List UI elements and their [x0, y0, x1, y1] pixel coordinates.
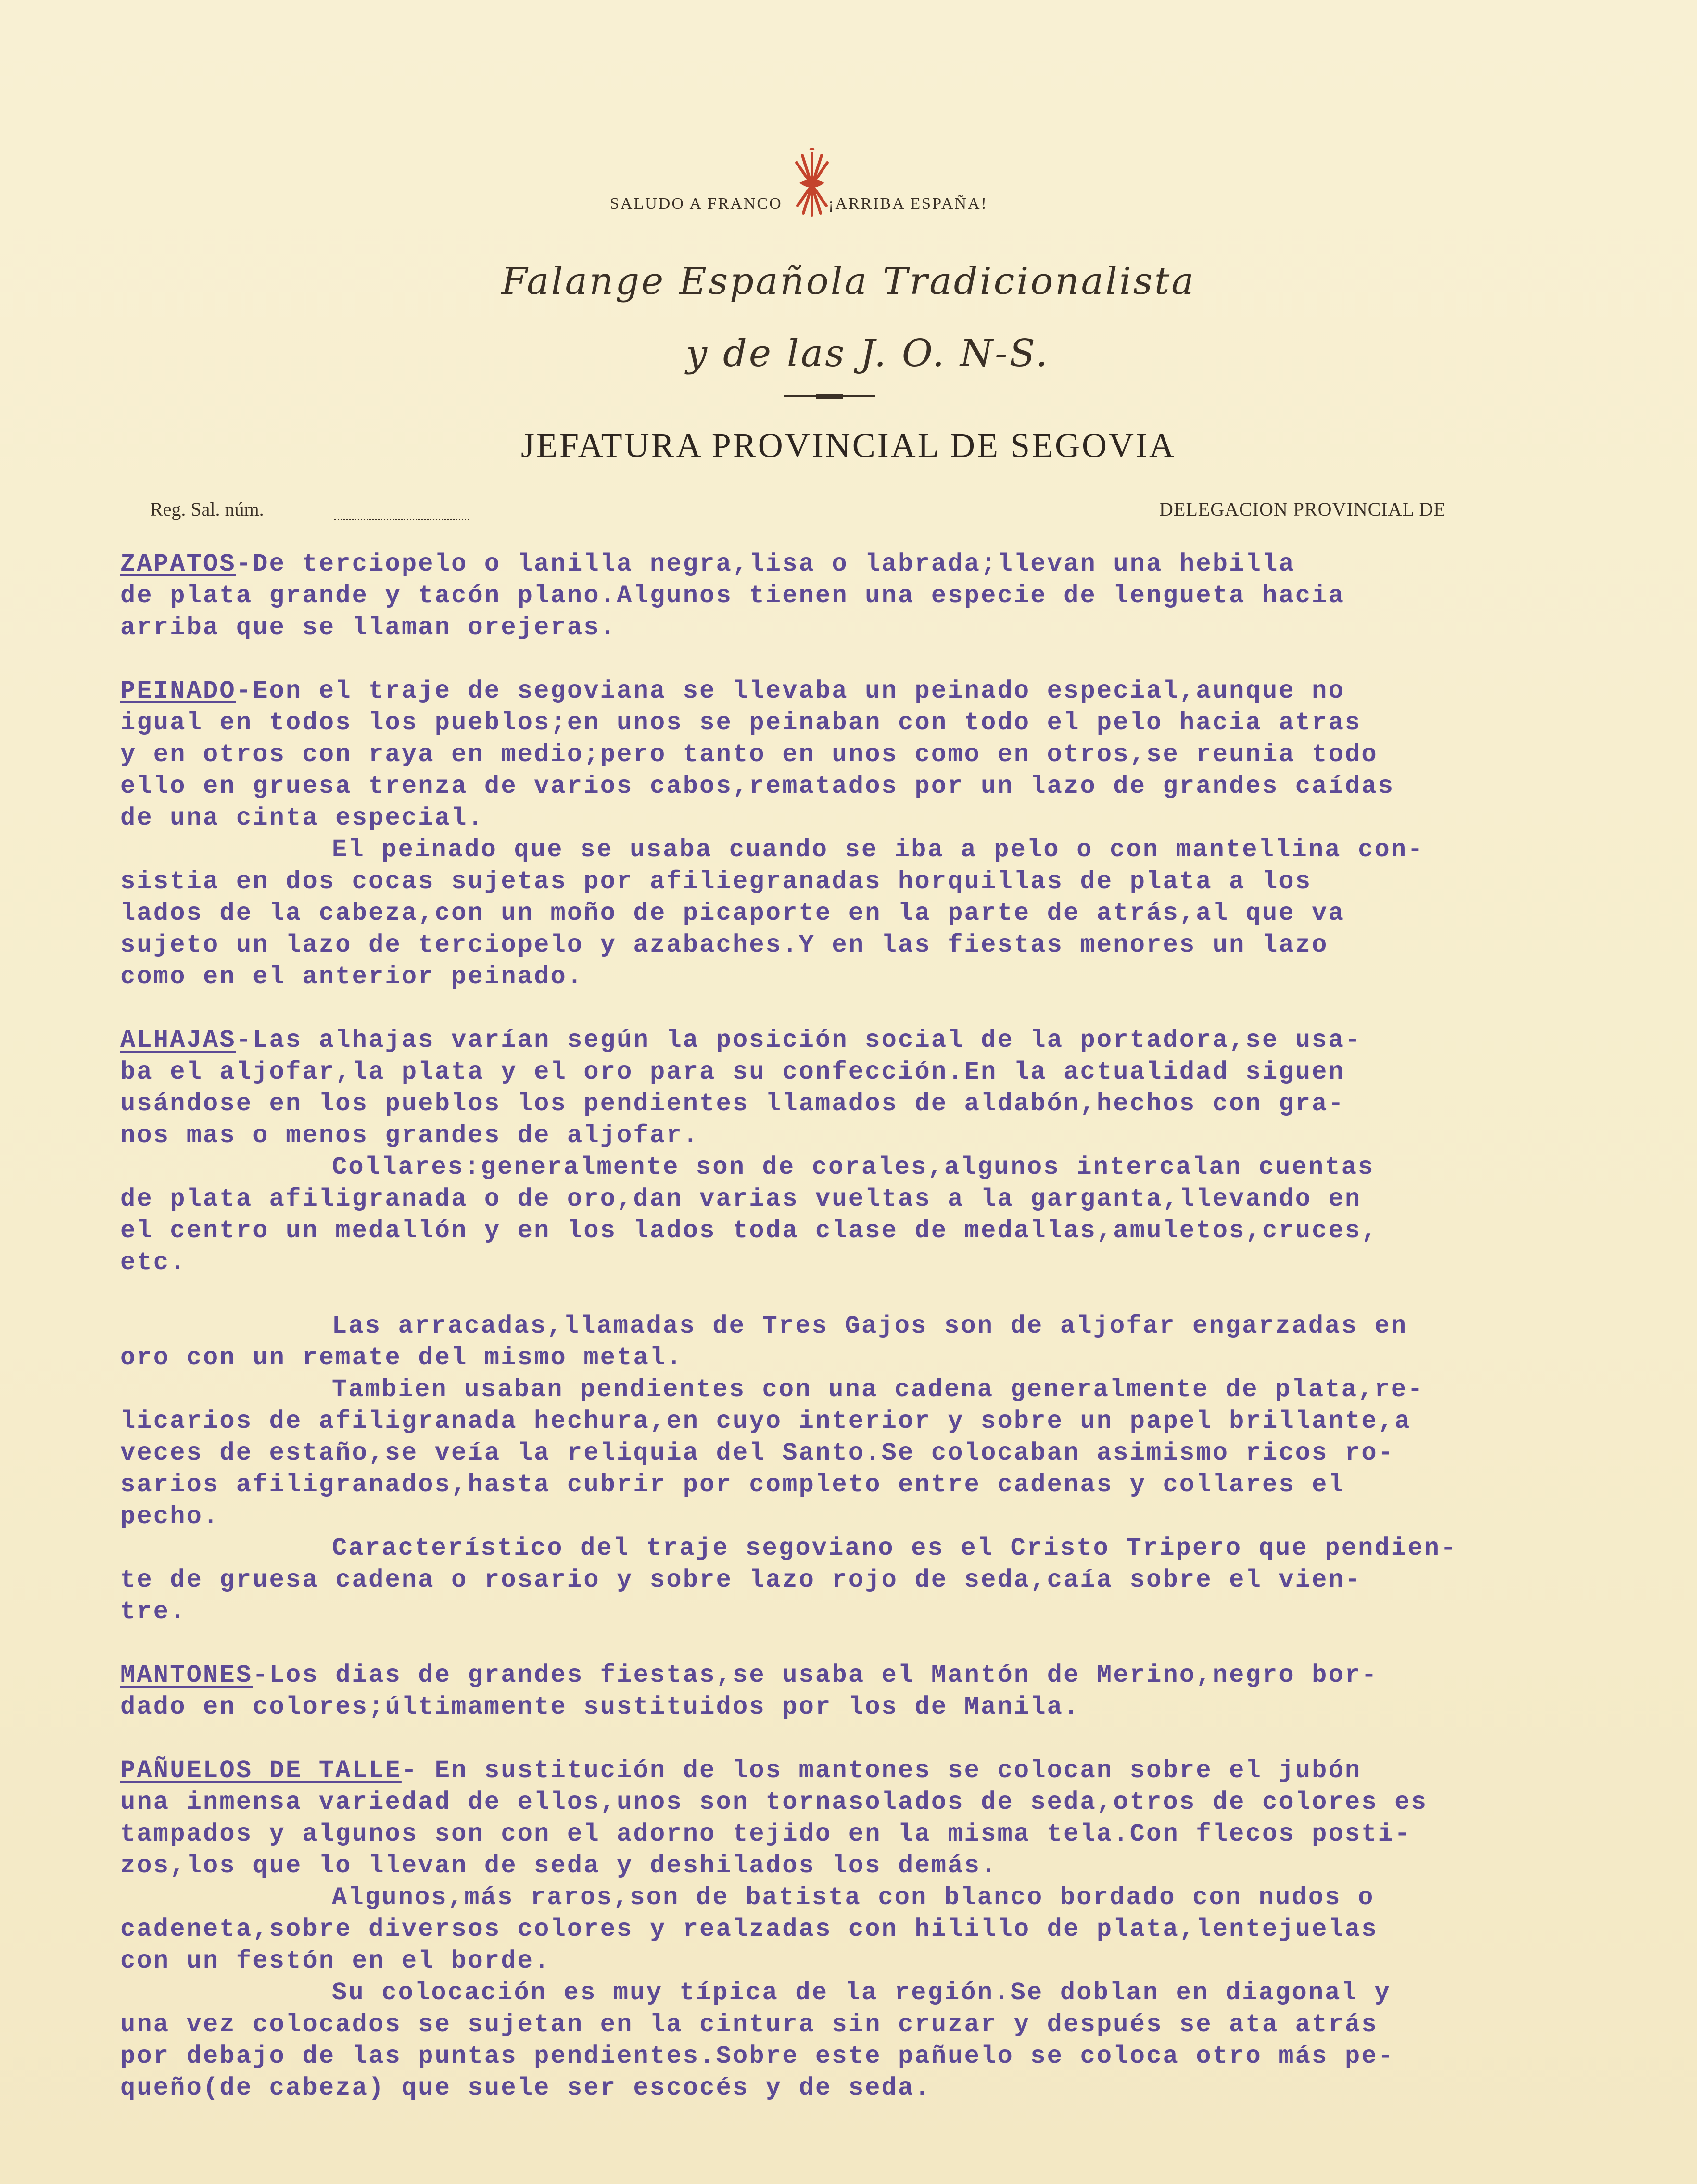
text-line: nos mas o menos grandes de aljofar.	[120, 1121, 700, 1150]
text-line: veces de estaño,se veía la reliquia del Santo.Se colocaban asimismo ricos ro-	[120, 1439, 1395, 1467]
text-line: igual en todos los pueblos;en unos se peinaban con todo el pelo hacia atras	[120, 709, 1362, 737]
text-line: ba el aljofar,la plata y el oro para su confección.En la actualidad siguen	[120, 1058, 1345, 1086]
text-line: pecho.	[120, 1502, 220, 1531]
text-line: Las arracadas,llamadas de Tres Gajos son de aljofar engarzadas en	[332, 1312, 1408, 1340]
text-line: ello en gruesa trenza de varios cabos,rematados por un lazo de grandes caídas	[120, 772, 1395, 800]
text-line: Su colocación es muy típica de la región.Se doblan en diagonal y	[332, 1979, 1391, 2007]
section-heading: PEINADO	[120, 677, 236, 705]
letterhead-motto	[0, 195, 1697, 229]
text-line: PEINADO-Eon el traje de segoviana se llevaba un peinado especial,aunque no	[120, 677, 1345, 705]
text-line: cadeneta,sobre diversos colores y realzadas con hilillo de plata,lentejuelas	[120, 1915, 1378, 1943]
text-line: PAÑUELOS DE TALLE- En sustitución de los mantones se colocan sobre el jubón	[120, 1756, 1362, 1785]
text-line: de plata afiligranada o de oro,dan varias vueltas a la garganta,llevando en	[120, 1185, 1362, 1213]
text-line: con un festón en el borde.	[120, 1947, 551, 1975]
text-line: lados de la cabeza,con un moño de picaporte en la parte de atrás,al que va	[120, 899, 1345, 927]
reg-label: Reg. Sal. núm.	[150, 498, 264, 520]
script-line-2: y de las J. O. N-S.	[686, 332, 1050, 375]
delegation-label: DELEGACION PROVINCIAL DE	[1159, 498, 1446, 520]
text-line: el centro un medallón y en los lados toda clase de medallas,amuletos,cruces,	[120, 1217, 1378, 1245]
text-line: sujeto un lazo de terciopelo y azabaches.Y en las fiestas menores un lazo	[120, 931, 1329, 959]
text-line: por debajo de las puntas pendientes.Sobre este pañuelo se coloca otro más pe-	[120, 2042, 1395, 2070]
text-line: ZAPATOS-De terciopelo o lanilla negra,lisa o labrada;llevan una hebilla	[120, 550, 1295, 578]
text-line: como en el anterior peinado.	[120, 963, 584, 991]
text-line: dado en colores;últimamente sustituidos por los de Manila.	[120, 1693, 1080, 1721]
text-line: Característico del traje segoviano es el Cristo Tripero que pendien-	[332, 1534, 1457, 1562]
motto-left: SALUDO A FRANCO	[610, 195, 783, 213]
text-line: etc.	[120, 1248, 187, 1277]
text-line: arriba que se llaman orejeras.	[120, 613, 617, 642]
text-line: una vez colocados se sujetan en la cintura sin cruzar y después se ata atrás	[120, 2010, 1378, 2039]
text-line: de plata grande y tacón plano.Algunos tienen una especie de lengueta hacia	[120, 582, 1345, 610]
divider-center	[816, 394, 843, 399]
text-line: una inmensa variedad de ellos,unos son tornasolados de seda,otros de colores es	[120, 1788, 1428, 1816]
section-heading: MANTONES	[120, 1661, 253, 1689]
text-line: Algunos,más raros,son de batista con blanco bordado con nudos o	[332, 1883, 1375, 1912]
text-line: tampados y algunos son con el adorno tejido en la misma tela.Con flecos posti-	[120, 1820, 1411, 1848]
script-line-1: Falange Española Tradicionalista	[501, 260, 1196, 303]
text-line: sistia en dos cocas sujetas por afiliegranadas horquillas de plata a los	[120, 867, 1312, 896]
office-title: JEFATURA PROVINCIAL DE SEGOVIA	[520, 426, 1177, 465]
text-line: Tambien usaban pendientes con una cadena generalmente de plata,re-	[332, 1375, 1424, 1404]
section-heading: ALHAJAS	[120, 1026, 236, 1054]
text-line: Collares:generalmente son de corales,algunos intercalan cuentas	[332, 1153, 1375, 1181]
yoke-and-arrows-icon	[793, 148, 831, 220]
text-line: y en otros con raya en medio;pero tanto en unos como en otros,se reunia todo	[120, 740, 1378, 769]
text-line: sarios afiligranados,hasta cubrir por completo entre cadenas y collares el	[120, 1471, 1345, 1499]
section-heading: ZAPATOS	[120, 550, 236, 578]
text-line: MANTONES-Los dias de grandes fiestas,se usaba el Mantón de Merino,negro bor-	[120, 1661, 1378, 1689]
text-line: El peinado que se usaba cuando se iba a pelo o con mantellina con-	[332, 836, 1424, 864]
text-line: de una cinta especial.	[120, 804, 484, 832]
text-line: queño(de cabeza) que suele ser escocés y de seda.	[120, 2074, 931, 2102]
text-line: oro con un remate del mismo metal.	[120, 1344, 683, 1372]
typed-text	[120, 548, 1645, 2104]
text-line: zos,los que lo llevan de seda y deshilados los demás.	[120, 1852, 998, 1880]
text-line: te de gruesa cadena o rosario y sobre lazo rojo de seda,caía sobre el vien-	[120, 1566, 1362, 1594]
text-line: ALHAJAS-Las alhajas varían según la posición social de la portadora,se usa-	[120, 1026, 1362, 1054]
text-line: licarios de afiligranada hechura,en cuyo interior y sobre un papel brillante,a	[120, 1407, 1411, 1435]
text-line: usándose en los pueblos los pendientes llamados de aldabón,hechos con gra-	[120, 1090, 1345, 1118]
motto-right: ¡ARRIBA ESPAÑA!	[828, 195, 988, 213]
reg-number-blank	[334, 519, 469, 520]
section-heading: PAÑUELOS DE TALLE	[120, 1756, 402, 1785]
text-line: tre.	[120, 1598, 187, 1626]
